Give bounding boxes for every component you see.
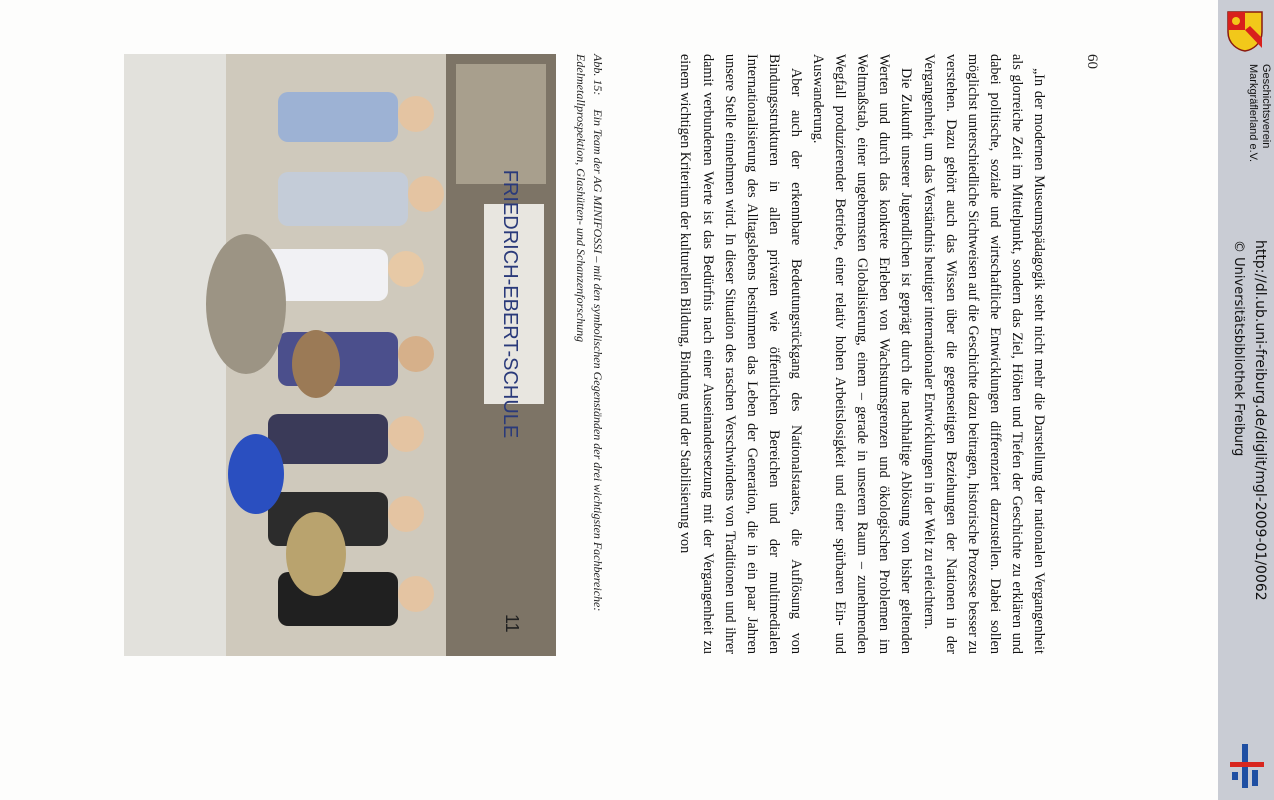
body-text <box>674 54 1050 654</box>
society-line-1: Geschichtsverein <box>1260 64 1272 149</box>
source-url-link[interactable]: http://dl.ub.uni-freiburg.de/diglit/mgl-2009-01/0062 <box>1252 240 1268 601</box>
figure-caption <box>572 54 606 614</box>
group-photo <box>124 54 556 656</box>
page-number: 60 <box>1084 54 1100 69</box>
society-line-2: Markgräflerland e.V. <box>1247 64 1259 163</box>
footer-strip-rotated <box>1218 0 1274 800</box>
photo-school-sign: FRIEDRICH-EBERT-SCHULE <box>499 169 521 439</box>
rotated-page-content <box>20 20 1200 780</box>
photo-house-number: 11 <box>502 614 522 633</box>
society-name <box>1246 64 1272 162</box>
footer-strip <box>1218 0 1274 800</box>
caption-label: Abb. 15: <box>591 54 605 96</box>
caption-text: Ein Team der AG MINIFOSSI – mit den symbolischen Gegenständen der drei wichtigsten Fachbereiche: Edelmetallprospektion, Glashütten- und Schanzenforschung <box>574 54 605 612</box>
paragraph-3: Aber auch der erkennbare Bedeutungsrückgang des Nationalstaates, die Auflösung von Bindungsstrukturen in allen privaten wie öffentlichen Bereichen und der multimedialen Internationalisierung des Alltagslebens bestimmen das Leben der Generation, die in ein paar Jahren unsere Stelle einnehmen wird. In dieser Situation des raschen Verschwindens von Traditionen und ihrer damit verbundenen Werte ist das Bedürfnis nach einer Auseinandersetzung mit der Vergangenheit zu einem wichtigen Kriterium der kulturellen Bildung, Bindung und der Stabilisierung von <box>677 54 804 654</box>
copyright-text: © Universitätsbibliothek Freiburg <box>1231 240 1246 457</box>
society-crest-icon <box>1226 10 1264 52</box>
paragraph-1: „In der modernen Museumspädagogik steht nicht mehr die Darstellung der nationalen Vergangenheit als glorreiche Zeit im Mittelpunkt, sondern das Ziel, Höhen und Tiefen der Geschichte zu erklären und dabei politische, soziale und wirtschaftliche Entwicklungen differenziert darzustellen. Dabei sollen möglichst unterschiedliche Sichtweisen auf die Geschichte dazu beitragen, historische Prozesse besser zu verstehen. Dazu gehört auch das Wissen über die gegenseitigen Beziehungen der Nationen in der Vergangenheit, um das Verständnis heutiger internationaler Entwicklungen in der Welt zu erleichtern. <box>920 54 1047 654</box>
paragraph-2: Die Zukunft unserer Jugendlichen ist geprägt durch die nachhaltige Ablösung von bisher geltenden Werten und durch das konkrete Erleben von Wachstumsgrenzen und ökologischen Problemen im Weltmaßstab, einer ungebremsten Globalisierung, einem – gerade in unserem Raum – zunehmenden Wegfall produzierender Betriebe, einer relativ hohen Arbeitslosigkeit und einer spürbaren Ein- und Auswanderung. <box>810 54 915 654</box>
library-logo-icon <box>1228 742 1266 790</box>
